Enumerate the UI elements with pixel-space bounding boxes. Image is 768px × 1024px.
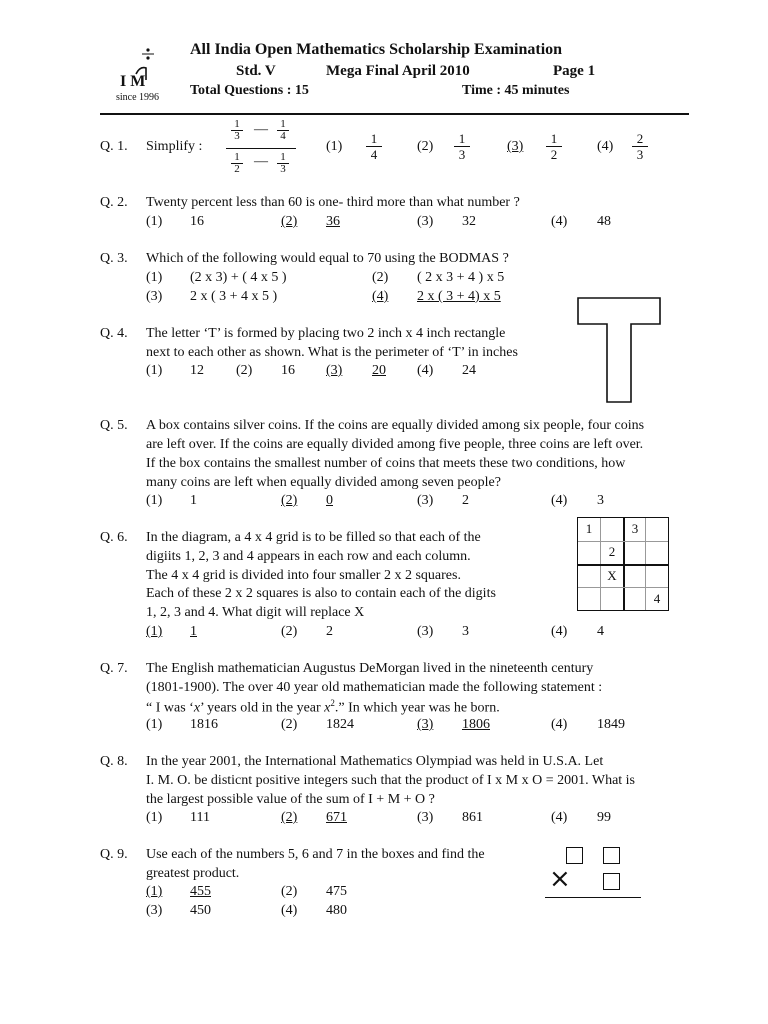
question-line: 1, 2, 3 and 4. What digit will replace X [146,605,365,620]
option-number: (3) [146,903,163,918]
option-value: 16 [190,214,204,229]
exam-name: Mega Final April 2010 [326,63,470,79]
option-value: 4 [597,624,604,639]
question-number: Q. 1. [100,139,128,154]
option-number-correct: (4) [372,289,389,304]
exam-title: All India Open Mathematics Scholarship Examination [190,41,563,58]
option-number: (4) [551,493,568,508]
sudoku-grid [577,517,669,611]
option-value: 2 [462,493,469,508]
option-value: 480 [326,903,347,918]
grid-cell: 1 [585,521,593,536]
grid-cell: 4 [653,591,661,606]
option-number: (1) [146,717,163,732]
question-stem: Which of the following would equal to 70 using the BODMAS ? [146,251,509,266]
question-line: greatest product. [146,866,240,881]
fraction-bar [226,148,296,149]
option-number-correct: (3) [507,139,524,154]
option-value: 2 [326,624,333,639]
question-line: In the diagram, a 4 x 4 grid is to be filled so that each of the [146,530,481,545]
option-number: (4) [281,903,298,918]
grid-cell-x: X [607,568,617,583]
option-value: 2 x ( 3 + 4 x 5 ) [190,289,278,304]
question-number: Q. 6. [100,530,128,545]
option-value: 24 [462,363,476,378]
logo-letters: I M [120,73,146,90]
option-number: (2) [281,717,298,732]
option-value-correct: 671 [326,810,347,825]
option-value: (2 x 3) + ( 4 x 5 ) [190,270,287,285]
question-number: Q. 5. [100,418,128,433]
page-number: Page 1 [553,63,596,79]
option-number-correct: (2) [281,214,298,229]
option-number: (2) [372,270,389,285]
option-number-correct: (1) [146,624,163,639]
option-number: (2) [281,624,298,639]
option-number: (4) [551,214,568,229]
option-value: ( 2 x 3 + 4 ) x 5 [417,270,505,285]
question-line: “ I was ‘x’ years old in the year $x^2$.” In which year was he born. [146,698,500,716]
option-number: (3) [146,289,163,304]
question-number: Q. 3. [100,251,128,266]
question-line: A box contains silver coins. If the coins are equally divided among six people, four coins [146,418,645,433]
option-value: 16 [281,363,295,378]
option-value-correct: 1806 [462,717,490,732]
option-number: (2) [417,139,434,154]
question-number: Q. 9. [100,847,128,862]
product-rule [545,897,641,898]
option-number-correct: (2) [281,493,298,508]
option-value: 1816 [190,717,218,732]
question-line: next to each other as shown. What is the perimeter of ‘T’ in inches [146,345,518,360]
option-number-correct: (3) [326,363,343,378]
option-value: 99 [597,810,611,825]
time-limit: Time : 45 minutes [462,83,570,98]
option-value: $\frac{2}{3}$ [632,132,648,161]
option-value: 475 [326,884,347,899]
option-number: (2) [281,884,298,899]
question-line: digiits 1, 2, 3 and 4 appears in each row and each column. [146,549,471,564]
total-questions: Total Questions : 15 [190,83,309,98]
option-number-correct: (3) [417,717,434,732]
question-line: Use each of the numbers 5, 6 and 7 in the boxes and find the [146,847,485,862]
question-line: The English mathematician Augustus DeMorgan lived in the nineteenth century [146,661,594,676]
option-value-correct: 2 x ( 3 + 4) x 5 [417,289,501,304]
option-value: 1849 [597,717,625,732]
digit-box [603,847,620,864]
question-stem: Simplify : [146,139,203,154]
option-value-correct: 1 [190,624,197,639]
option-value: 1824 [326,717,354,732]
header-rule [100,113,689,115]
option-number: (2) [236,363,253,378]
option-value: 32 [462,214,476,229]
option-value-correct: 36 [326,214,340,229]
option-value: 3 [597,493,604,508]
grid-cell: 2 [608,544,616,559]
logo-since: since 1996 [116,92,160,103]
option-number: (1) [146,363,163,378]
question-line: The letter ‘T’ is formed by placing two 2 inch x 4 inch rectangle [146,326,506,341]
option-number: (3) [417,214,434,229]
option-value: 1 [190,493,197,508]
option-number: (3) [417,493,434,508]
option-number: (1) [146,810,163,825]
digit-box [566,847,583,864]
option-number: (4) [551,624,568,639]
question-line: I. M. O. be disticnt positive integers such that the product of I x M x O = 2001. What is [146,773,636,788]
option-value: 3 [462,624,469,639]
digit-box [603,873,620,890]
option-number: (1) [146,493,163,508]
option-number: (4) [597,139,614,154]
question-line: In the year 2001, the International Mathematics Olympiad was held in U.S.A. Let [146,754,604,769]
question-stem: Twenty percent less than 60 is one- third more than what number ? [146,195,520,210]
option-number: (4) [417,363,434,378]
option-number-correct: (2) [281,810,298,825]
option-number: (1) [146,270,163,285]
question-line: many coins are left when equally divided among seven people? [146,475,501,490]
question-line: the largest possible value of the sum of I + M + O ? [146,792,435,807]
letter-t-diagram [577,297,663,405]
option-number: (1) [146,214,163,229]
std-label: Std. V [236,63,276,79]
grid-cell: 3 [631,521,639,536]
question-number: Q. 8. [100,754,128,769]
option-value: 450 [190,903,211,918]
option-value-correct: 20 [372,363,386,378]
option-value: $\frac{1}{3}$ [454,132,470,161]
option-number: (3) [417,624,434,639]
option-value-correct: 455 [190,884,211,899]
question-line: The 4 x 4 grid is divided into four smaller 2 x 2 squares. [146,568,461,583]
question-number: Q. 2. [100,195,128,210]
option-number-correct: (1) [146,884,163,899]
option-value: $\frac{1}{2}$ [546,132,562,161]
option-value: 12 [190,363,204,378]
option-number: (4) [551,717,568,732]
option-value: $\frac{1}{4}$ [366,132,382,161]
option-value: 48 [597,214,611,229]
question-line: Each of these 2 x 2 squares is also to contain each of the digits [146,586,496,601]
option-number: (4) [551,810,568,825]
question-line: If the box contains the smallest number of coins that meets these two conditions, how [146,456,626,471]
question-number: Q. 4. [100,326,128,341]
option-number: (1) [326,139,343,154]
option-number: (3) [417,810,434,825]
option-value: 111 [190,810,210,825]
question-number: Q. 7. [100,661,128,676]
option-value: 861 [462,810,483,825]
question-line: are left over. If the coins are equally divided among five people, three coins are left over. [146,437,644,452]
question-line: (1801-1900). The over 40 year old mathematician made the following statement : [146,680,603,695]
times-sign: × [549,864,571,894]
option-value-correct: 0 [326,493,333,508]
